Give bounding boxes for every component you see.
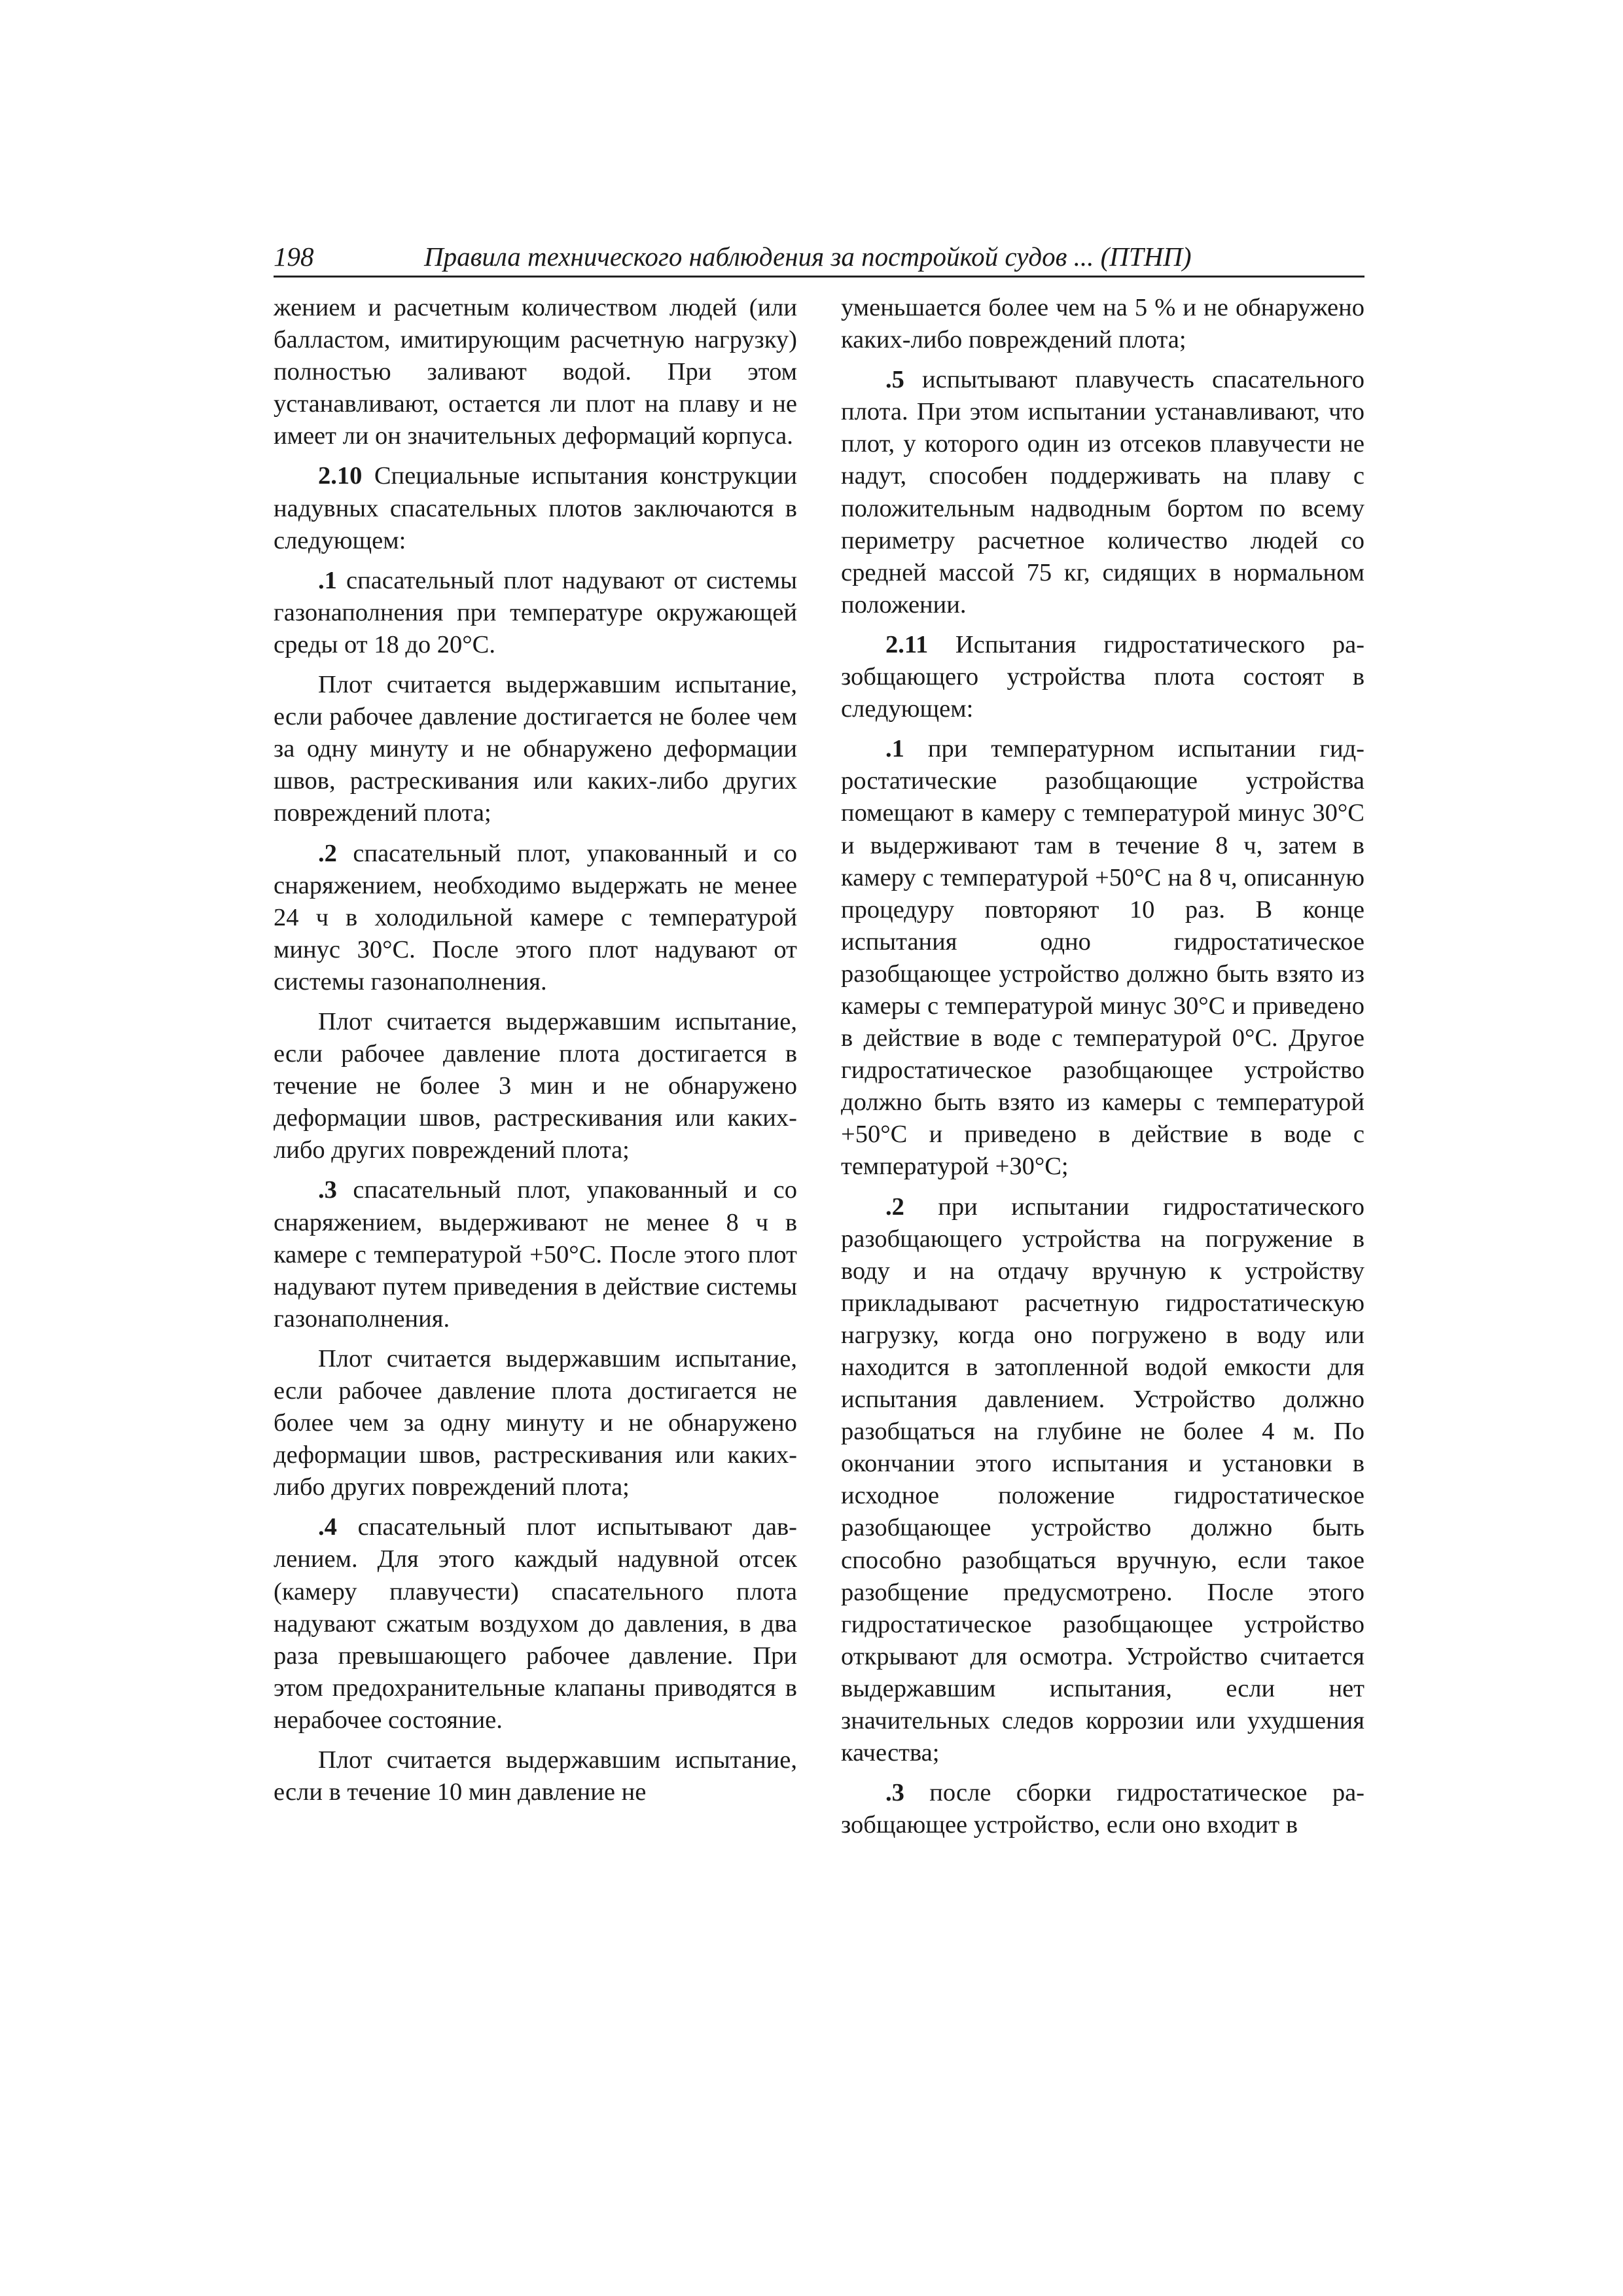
item-number: .3: [318, 1176, 337, 1204]
paragraph: .2 при испытании гидростатического разобщающего устройства на погружение в воду и на отдачу вручную к устройству прикладывают расчетную гидростатическую нагрузку, когда оно погружено в воду или находится в затопленной водой емкости для испытания давлением. Устройство должно разобщаться на глубине не более 4 м. По окончании этого испытания и установки в исходное положение гидростатическое разобщающее устройство должно быть способно разобщаться вручную, если такое разобщение предусмотрено. После этого гидростатическое разобщающее устройство открывают для осмотра. Устройство считается выдержавшим испытания, если нет значительных следов коррозии или ухудшения качества;: [841, 1193, 1364, 1767]
item-number: .2: [885, 1193, 904, 1221]
paragraph: Плот считается выдержавшим испытание, если в течение 10 мин давление не: [274, 1746, 797, 1806]
paragraph: уменьшается более чем на 5 % и не обнаружено каких-либо повреждений плота;: [841, 294, 1364, 354]
paragraph: жением и расчетным количеством людей (или балластом, имитирующим расчетную нагрузку) полностью заливают водой. При этом устанавливают, остается ли плот на плаву и не имеет ли он значительных деформаций корпуса.: [274, 294, 797, 450]
section-number: 2.11: [885, 630, 929, 658]
running-header: [274, 238, 1364, 278]
right-column: [841, 292, 1364, 1841]
item-number: .3: [885, 1779, 904, 1807]
running-title: Правила технического наблюдения за постройкой судов ... (ПТНП): [424, 242, 1192, 272]
header-rule: [274, 276, 1364, 278]
paragraph: Плот считается выдержавшим испытание, если рабочее давление плота достигается в течение не более 3 мин и не обнаружено деформации швов, растрескивания или каких-либо других повреждений плота;: [274, 1007, 797, 1164]
paragraph: .3 спасательный плот, упакованный и со снаряжением, выдерживают не менее 8 ч в камере с температурой +50°С. После этого плот надувают путем приведения в действие системы газонаполнения.: [274, 1176, 797, 1333]
item-number: .1: [318, 566, 337, 594]
item-number: .2: [318, 839, 337, 867]
paragraph: 2.11 Испытания гидростатического разобщающего устройства плота состоят в следующем:: [841, 630, 1364, 723]
paragraph: Плот считается выдержавшим испытание, если рабочее давление плота достигается не более чем за одну минуту и не обнаружено деформации швов, растрескивания или каких-либо других повреждений плота;: [274, 1344, 797, 1501]
paragraph: 2.10 Специальные испытания конструкции надувных спасательных плотов заключаются в следующем:: [274, 462, 797, 554]
page-number: 198: [274, 242, 314, 272]
section-number: 2.10: [318, 462, 363, 490]
paragraph: .2 спасательный плот, упакованный и со снаряжением, необходимо выдержать не менее 24 ч в холодильной камере с температурой минус 30°С. После этого плот надувают от системы газонаполнения.: [274, 839, 797, 996]
item-number: .5: [885, 366, 904, 394]
left-column: [274, 292, 797, 1808]
paragraph: .5 испытывают плавучесть спасательного плота. При этом испытании устанавливают, что плот, у которого один из отсеков плавучести не надут, способен поддерживать на плаву с положительным надводным бортом по всему периметру расчетное количество людей со средней массой 75 кг, сидящих в нормальном положении.: [841, 366, 1364, 619]
item-number: .1: [885, 735, 904, 763]
paragraph: Плот считается выдержавшим испытание, если рабочее давление достигается не более чем за одну минуту и не обнаружено деформации швов, растрескивания или каких-либо других повреждений плота;: [274, 671, 797, 827]
paragraph: .1 при температурном испытании гидростатические разобщающие устройства помещают в камеру с температурой минус 30°С и выдерживают там в течение 8 ч, затем в камеру с температурой +50°С на 8 ч, описанную процедуру повторяют 10 раз. В конце испытания одно гидростатическое разобщающее устройство должно быть взято из камеры с температурой минус 30°С и приведено в действие в воде с температурой 0°С. Другое гидростатическое разобщающее устройство должно быть взято из камеры с температурой +50°С и приведено в действие в воде с температурой +30°С;: [841, 735, 1364, 1181]
paragraph: .1 спасательный плот надувают от системы газонаполнения при температуре окружающей среды от 18 до 20°С.: [274, 566, 797, 658]
item-number: .4: [318, 1513, 337, 1541]
paragraph: .4 спасательный плот испытывают давлением. Для этого каждый надувной отсек (камеру плавучести) спасательного плота надувают сжатым воздухом до давления, в два раза превышающего рабочее давление. При этом предохранительные клапаны приводятся в нерабочее состояние.: [274, 1513, 797, 1734]
paragraph: .3 после сборки гидростатическое разобщающее устройство, если оно входит в: [841, 1779, 1364, 1839]
